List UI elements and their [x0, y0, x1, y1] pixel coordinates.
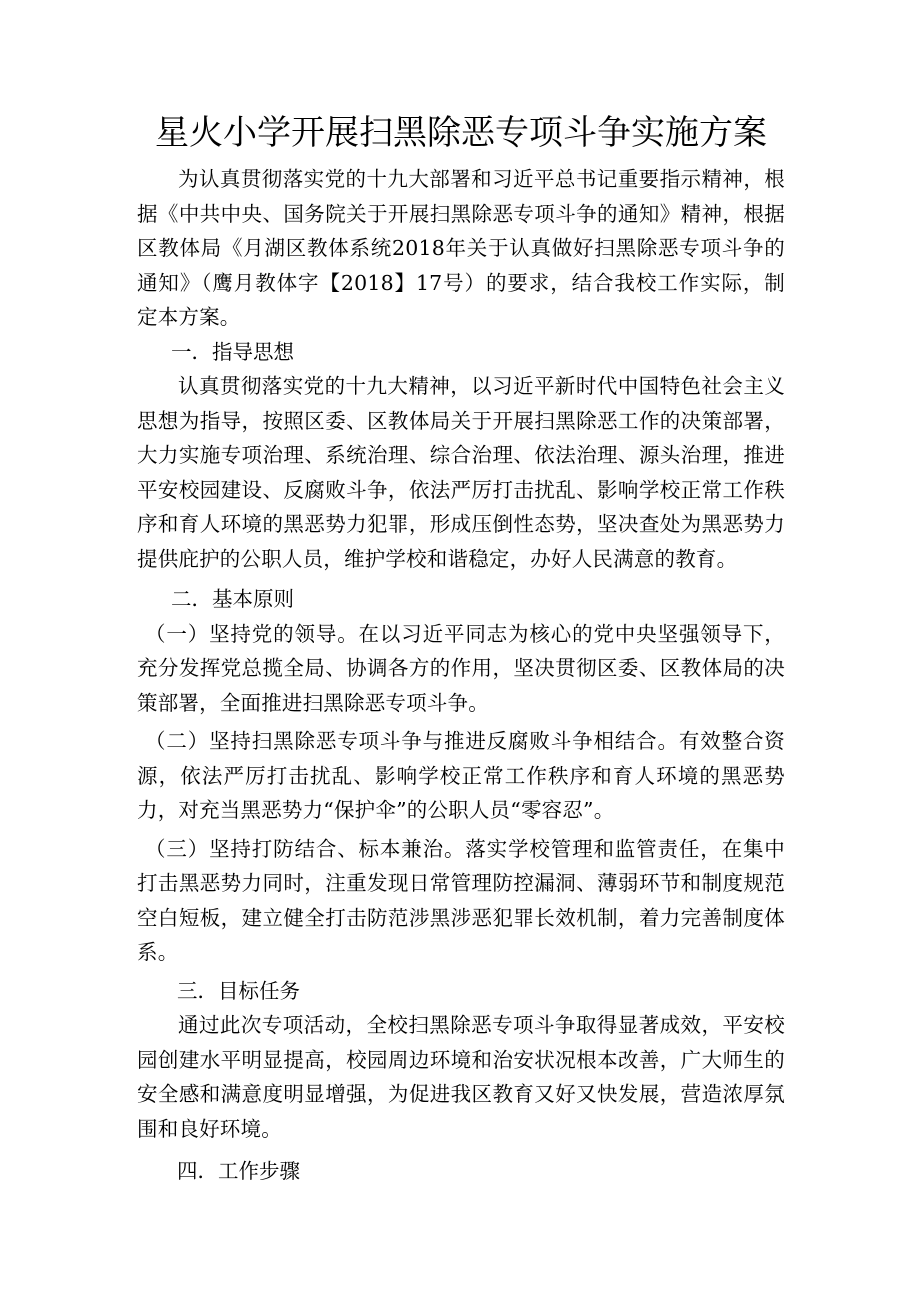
intro-paragraph: 为认真贯彻落实党的十九大部署和习近平总书记重要指示精神，根据《中共中央、国务院关于开展扫黑除恶专项斗争的通知》精神，根据区教体局《月湖区教体系统2018年关于认真做好扫黑除恶专项斗争的通知》（鹰月教体字【2018】17号）的要求，结合我校工作实际，制定本方案。: [137, 167, 785, 329]
document-page: [137, 108, 785, 1189]
principle-2-paragraph: （二）坚持扫黑除恶专项斗争与推进反腐败斗争相结合。有效整合资源，依法严厉打击扰乱、影响学校正常工作秩序和育人环境的黑恶势力，对充当黑恶势力“保护伞”的公职人员“零容忍”。: [137, 729, 785, 822]
principle-3-paragraph: （三）坚持打防结合、标本兼治。落实学校管理和监管责任，在集中打击黑恶势力同时，注重发现日常管理防控漏洞、薄弱环节和制度规范空白短板，建立健全打击防范涉黑涉恶犯罪长效机制，着力完善制度体系。: [137, 836, 785, 964]
principle-1-paragraph: （一）坚持党的领导。在以习近平同志为核心的党中央坚强领导下，充分发挥党总揽全局、协调各方的作用，坚决贯彻区委、区教体局的决策部署，全面推进扫黑除恶专项斗争。: [137, 621, 785, 715]
goals-tasks-paragraph: 通过此次专项活动，全校扫黑除恶专项斗争取得显著成效，平安校园创建水平明显提高，校园周边环境和治安状况根本改善，广大师生的安全感和满意度明显增强，为促进我区教育又好又快发展，营造浓厚氛围和良好环境。: [137, 1013, 785, 1141]
section-heading-work-steps: 四．工作步骤: [177, 1159, 300, 1183]
section-heading-guiding-ideology: 一．指导思想: [171, 339, 294, 364]
document-title: 星火小学开展扫黑除恶专项斗争实施方案: [155, 113, 767, 153]
section-heading-goals-tasks: 三．目标任务: [177, 978, 300, 1003]
section-heading-basic-principles: 二．基本原则: [171, 587, 294, 611]
guiding-ideology-paragraph: 认真贯彻落实党的十九大精神，以习近平新时代中国特色社会主义思想为指导，按照区委、区教体局关于开展扫黑除恶工作的决策部署，大力实施专项治理、系统治理、综合治理、依法治理、源头治理，推进平安校园建设、反腐败斗争，依法严厉打击扰乱、影响学校正常工作秩序和育人环境的黑恶势力犯罪，形成压倒性态势，坚决查处为黑恶势力提供庇护的公职人员，维护学校和谐稳定，办好人民满意的教育。: [137, 374, 785, 571]
